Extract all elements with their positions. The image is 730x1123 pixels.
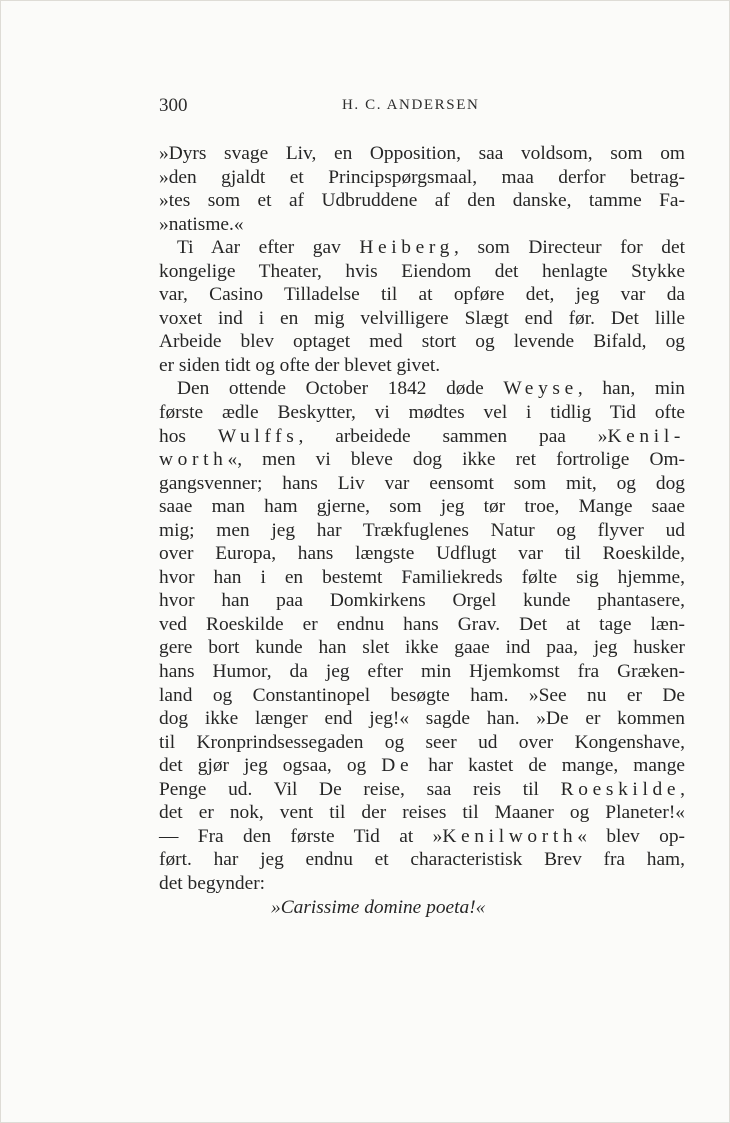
- text-segment: « blev op-: [577, 825, 685, 847]
- text-segment: hos: [159, 425, 218, 447]
- quoted-salutation: »Carissime domine poeta!«: [271, 896, 486, 918]
- text-segment: har kastet de mange, mange: [413, 755, 685, 777]
- text-line: [159, 448, 685, 472]
- text-line: over Europa, hans længste Udflugt var til Roeskilde,: [159, 543, 685, 565]
- text-line: [159, 236, 685, 260]
- text-segment: Ti Aar efter gav: [177, 237, 360, 259]
- text-line: »Dyrs svage Liv, en Opposition, saa voldsom, som om: [159, 143, 685, 164]
- text-segment: , som Directeur for det: [454, 237, 685, 259]
- text-line: voxet ind i en mig velvilligere Slægt end før. Det lille: [159, 307, 685, 329]
- spaced-name: Roeskilde: [560, 778, 681, 800]
- spaced-name: Weyse: [503, 378, 578, 400]
- text-line: ført. har jeg endnu et characteristisk Brev fra ham,: [159, 849, 685, 871]
- spaced-name: worth: [159, 449, 228, 471]
- text-line: hvor han paa Domkirkens Orgel kunde phantasere,: [159, 590, 685, 612]
- text-line: [159, 825, 685, 849]
- text-segment: , han, min: [577, 378, 685, 400]
- spaced-name: De: [381, 755, 414, 777]
- text-line: kongelige Theater, hvis Eiendom det henlagte Stykke: [159, 260, 685, 282]
- text-line: gere bort kunde han slet ikke gaae ind paa, jeg husker: [159, 637, 685, 659]
- text-line: til Kronprindsessegaden og seer ud over Kongenshave,: [159, 731, 685, 753]
- text-line: »tes som et af Udbruddene af den danske, tamme Fa-: [159, 190, 685, 212]
- page-header: [159, 95, 685, 125]
- text-segment: ,: [680, 778, 685, 800]
- page-number: 300: [159, 95, 188, 116]
- text-line: hans Humor, da jeg efter min Hjemkomst fra Græken-: [159, 661, 685, 683]
- text-line: dog ikke længer end jeg!« sagde han. »De er kommen: [159, 708, 685, 730]
- body-text: [159, 142, 685, 919]
- text-line: [159, 754, 685, 778]
- text-line: saae man ham gjerne, som jeg tør troe, Mange saae: [159, 496, 685, 518]
- text-line: ved Roeskilde er endnu hans Grav. Det at tage læn-: [159, 613, 685, 635]
- text-line: hvor han i en bestemt Familiekreds følte sig hjemme,: [159, 566, 685, 588]
- text-line: det begynder:: [159, 872, 266, 894]
- text-segment: «, men vi bleve dog ikke ret fortrolige Om-: [227, 449, 685, 471]
- text-line: det er nok, vent til der reises til Maaner og Planeter!«: [159, 802, 685, 824]
- text-segment: , arbeidede sammen paa »: [298, 425, 608, 447]
- spaced-name: Heiberg: [359, 237, 455, 259]
- text-segment: det gjør jeg ogsaa, og: [159, 755, 382, 777]
- text-segment: Den ottende October 1842 døde: [177, 378, 504, 400]
- text-segment: Penge ud. Vil De reise, saa reis til: [159, 778, 561, 800]
- text-line: var, Casino Tilladelse til at opføre det, jeg var da: [159, 284, 685, 306]
- running-head: H. C. ANDERSEN: [342, 97, 480, 113]
- spaced-name: Kenil-: [607, 425, 685, 447]
- text-line: [159, 377, 685, 401]
- text-line: [159, 778, 685, 802]
- text-line: land og Constantinopel besøgte ham. »See nu er De: [159, 684, 685, 706]
- text-segment: — Fra den første Tid at »: [159, 825, 443, 847]
- text-line: gangsvenner; hans Liv var eensomt som mit, og dog: [159, 472, 685, 494]
- spaced-name: Kenilworth: [442, 825, 578, 847]
- text-line: er siden tidt og ofte der blevet givet.: [159, 354, 441, 376]
- text-line: første ædle Beskytter, vi mødtes vel i tidlig Tid ofte: [159, 402, 685, 424]
- spaced-name: Wulffs: [217, 425, 299, 447]
- text-line: »natisme.«: [159, 213, 244, 235]
- text-line: Arbeide blev optaget med stort og levende Bifald, og: [159, 331, 685, 353]
- text-line: [159, 425, 685, 449]
- text-line: mig; men jeg har Trækfuglenes Natur og flyver ud: [159, 519, 685, 541]
- text-line: »den gjaldt et Principspørgsmaal, maa derfor betrag-: [159, 166, 685, 188]
